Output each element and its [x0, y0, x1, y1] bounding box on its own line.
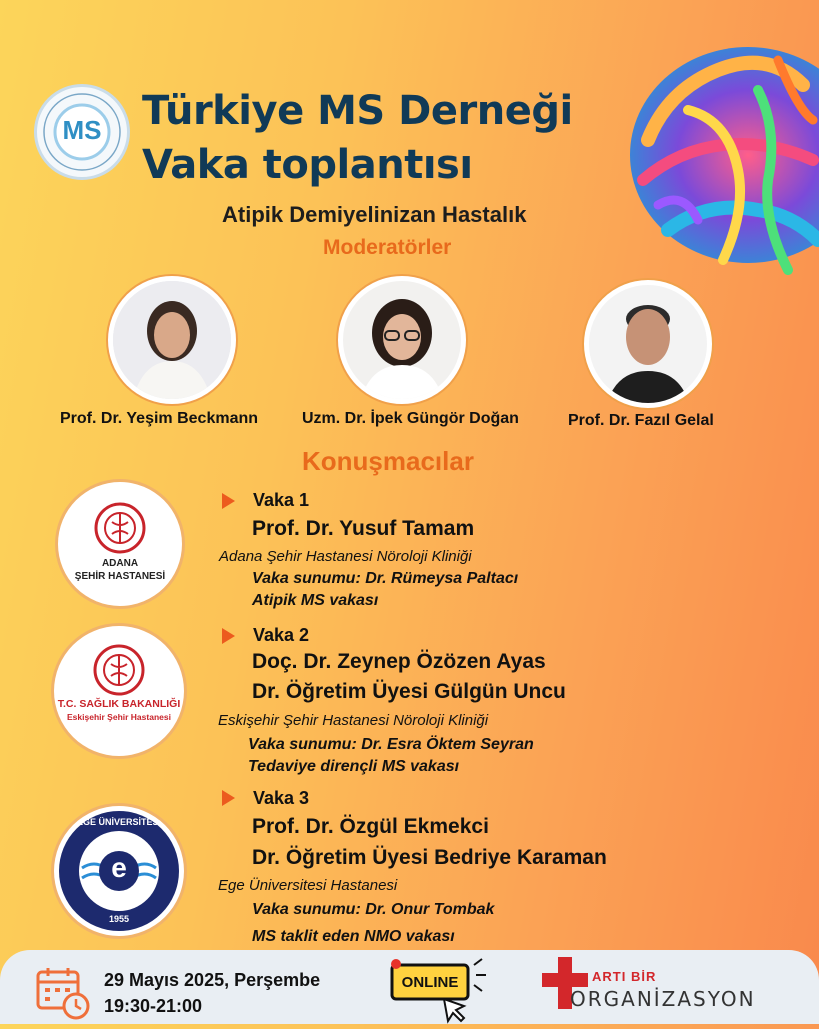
case3-hospital: Ege Üniversitesi Hastanesi — [218, 877, 398, 894]
case3-arrow-icon — [222, 790, 235, 806]
case1-hospital: Adana Şehir Hastanesi Nöroloji Kliniği — [219, 548, 472, 565]
eskisehir-logo-line1: T.C. SAĞLIK BAKANLIĞI — [57, 698, 181, 710]
moderator-name-3: Prof. Dr. Fazıl Gelal — [568, 412, 714, 429]
adana-hospital-logo — [58, 482, 182, 606]
adana-logo-line1: ADANA — [101, 558, 139, 569]
speakers-heading: Konuşmacılar — [302, 446, 474, 476]
moderator-photo-1 — [108, 276, 236, 404]
adana-logo-line2: ŞEHİR HASTANESİ — [74, 571, 166, 582]
case3-speaker-1: Prof. Dr. Özgül Ekmekci — [252, 815, 489, 838]
event-time: 19:30-21:00 — [104, 996, 203, 1016]
online-label: ONLINE — [401, 974, 459, 991]
ms-association-logo — [34, 84, 130, 180]
case1-speaker-1: Prof. Dr. Yusuf Tamam — [252, 517, 475, 540]
case1-presenter: Vaka sunumu: Dr. Rümeysa Paltacı — [252, 570, 519, 587]
calendar-clock-icon — [36, 966, 90, 1020]
moderator-name-1: Prof. Dr. Yeşim Beckmann — [60, 410, 259, 427]
meeting-topic: Atipik Demiyelinizan Hastalık — [222, 202, 527, 227]
case2-label: Vaka 2 — [253, 625, 310, 645]
page-title: Türkiye MS Derneği — [142, 88, 573, 134]
ege-logo-year: 1955 — [108, 914, 130, 924]
moderator-name-2: Uzm. Dr. İpek Güngör Doğan — [302, 410, 519, 427]
ege-logo-ring-text: EGE ÜNİVERSİTESİ — [76, 817, 162, 827]
organizer-logo — [540, 955, 805, 1015]
case2-hospital: Eskişehir Şehir Hastanesi Nöroloji Kliniği — [218, 712, 489, 729]
eskisehir-logo-line2: Eskişehir Şehir Hastanesi — [67, 712, 171, 722]
page-subtitle-title: Vaka toplantısı — [142, 142, 473, 188]
case2-speaker-2: Dr. Öğretim Üyesi Gülgün Uncu — [252, 680, 566, 703]
moderators-heading: Moderatörler — [323, 236, 452, 259]
moderator-photo-3 — [584, 280, 712, 408]
case2-presenter: Vaka sunumu: Dr. Esra Öktem Seyran — [248, 736, 534, 753]
moderator-photo-2 — [338, 276, 466, 404]
case1-label: Vaka 1 — [253, 490, 310, 510]
case3-presenter: Vaka sunumu: Dr. Onur Tombak — [252, 901, 495, 918]
organizer-line1: ARTI BİR — [592, 969, 657, 984]
case3-topic: MS taklit eden NMO vakası — [252, 928, 455, 945]
eskisehir-hospital-logo — [54, 626, 184, 756]
ege-logo-letter: e — [111, 852, 127, 883]
event-date: 29 Mayıs 2025, Perşembe — [104, 970, 321, 990]
ege-university-logo — [54, 806, 184, 936]
case2-topic: Tedaviye dirençli MS vakası — [248, 758, 460, 775]
case3-label: Vaka 3 — [253, 788, 310, 808]
case3-speaker-2: Dr. Öğretim Üyesi Bedriye Karaman — [252, 846, 607, 869]
online-badge — [384, 955, 494, 1024]
case2-arrow-icon — [222, 628, 235, 644]
case1-arrow-icon — [222, 493, 235, 509]
case1-topic: Atipik MS vakası — [252, 592, 379, 609]
ms-logo-text: MS — [62, 115, 102, 145]
case2-speaker-1: Doç. Dr. Zeynep Özözen Ayas — [252, 650, 546, 673]
organizer-line2: ORGANİZASYON — [570, 987, 756, 1011]
